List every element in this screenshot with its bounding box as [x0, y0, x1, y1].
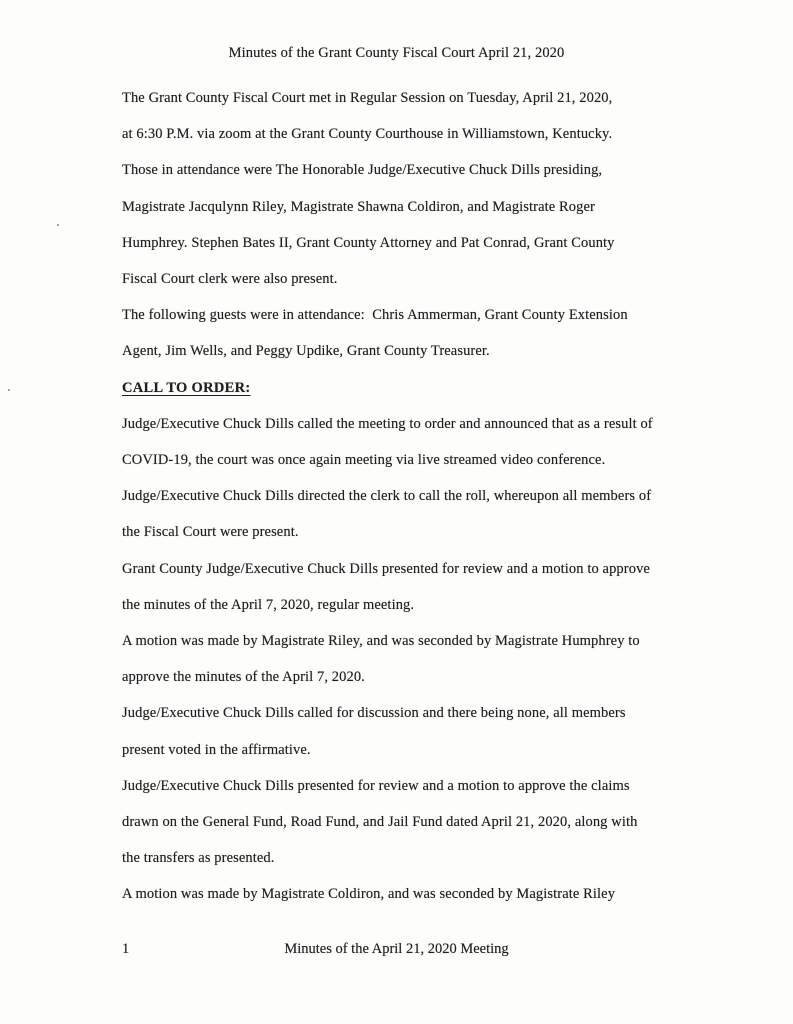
page-number: 1 [122, 941, 130, 957]
page-footer [0, 941, 793, 963]
document-line: COVID-19, the court was once again meeting via live streamed video conference. [122, 452, 606, 469]
footer-title: Minutes of the April 21, 2020 Meeting [284, 941, 509, 957]
document-line: the Fiscal Court were present. [122, 524, 299, 541]
document-line: the minutes of the April 7, 2020, regular meeting. [122, 596, 415, 613]
document-line: Those in attendance were The Honorable Judge/Executive Chuck Dills presiding, [122, 162, 603, 179]
document-line: Judge/Executive Chuck Dills called for discussion and there being none, all members [122, 705, 626, 722]
document-line: present voted in the affirmative. [122, 741, 311, 758]
document-title: Minutes of the Grant County Fiscal Court April 21, 2020 [228, 45, 565, 61]
document-line: Magistrate Jacqulynn Riley, Magistrate Shawna Coldiron, and Magistrate Roger [122, 198, 595, 215]
document-line: The following guests were in attendance: Chris Ammerman, Grant County Extension [122, 307, 628, 324]
document-line: A motion was made by Magistrate Riley, and was seconded by Magistrate Humphrey to [122, 633, 640, 650]
document-line: Judge/Executive Chuck Dills called the meeting to order and announced that as a result of [122, 415, 653, 432]
scan-artifact [57, 224, 59, 226]
scan-artifact [8, 389, 10, 391]
document-line: Agent, Jim Wells, and Peggy Updike, Grant County Treasurer. [122, 343, 490, 360]
document-line: Grant County Judge/Executive Chuck Dills presented for review and a motion to approve [122, 560, 650, 577]
document-line: at 6:30 P.M. via zoom at the Grant County Courthouse in Williamstown, Kentucky. [122, 126, 613, 143]
document-line: the transfers as presented. [122, 850, 275, 867]
document-body [122, 80, 694, 913]
document-line: The Grant County Fiscal Court met in Regular Session on Tuesday, April 21, 2020, [122, 90, 613, 106]
document-line: Humphrey. Stephen Bates II, Grant County Attorney and Pat Conrad, Grant County [122, 234, 615, 251]
section-heading: CALL TO ORDER: [122, 379, 251, 396]
document-line: approve the minutes of the April 7, 2020. [122, 669, 365, 686]
document-line: Judge/Executive Chuck Dills presented for review and a motion to approve the claims [122, 777, 630, 794]
document-line: Fiscal Court clerk were also present. [122, 271, 338, 288]
document-line: A motion was made by Magistrate Coldiron, and was seconded by Magistrate Riley [122, 886, 616, 903]
document-line: Judge/Executive Chuck Dills directed the clerk to call the roll, whereupon all members of [122, 488, 652, 505]
document-line: drawn on the General Fund, Road Fund, and Jail Fund dated April 21, 2020, along with [122, 814, 638, 831]
